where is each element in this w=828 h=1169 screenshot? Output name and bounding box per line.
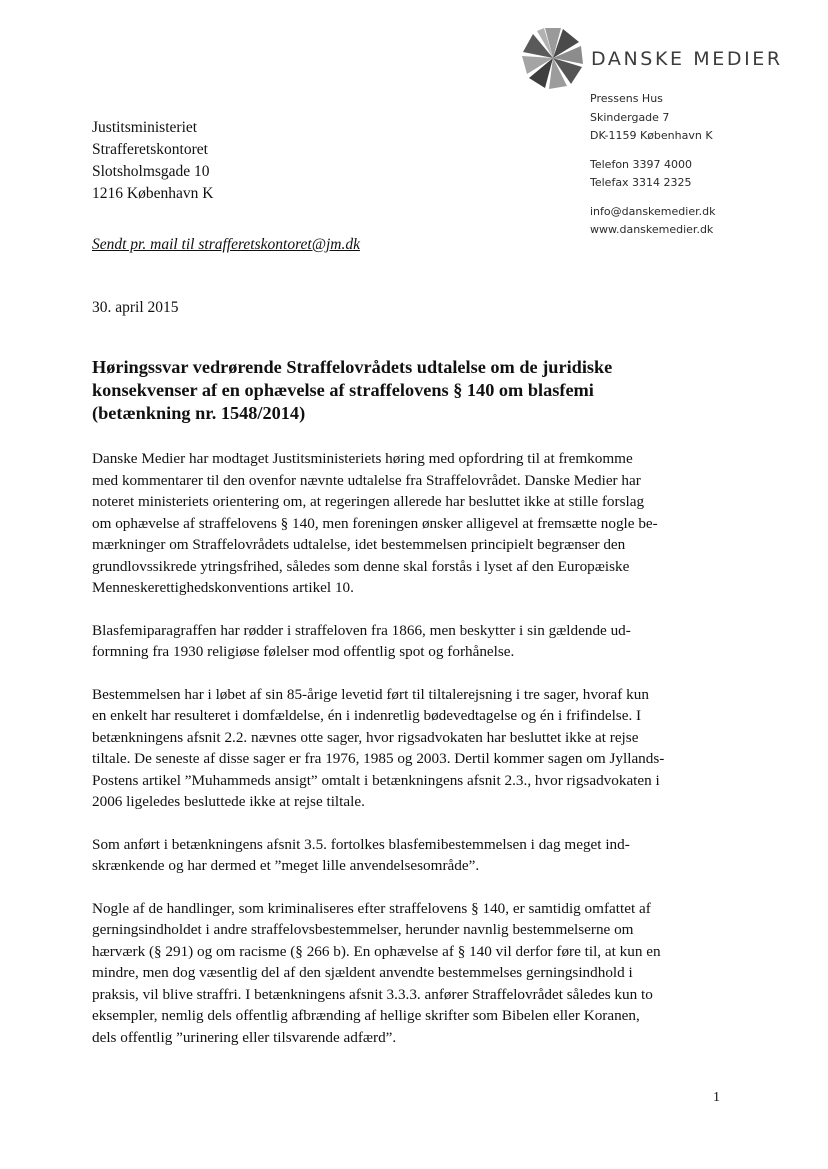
sender-phones [590, 156, 715, 193]
sender-web [590, 203, 715, 240]
text-line: mærkninger om Straffelovrådets udtalelse, idet bestemmelsen principielt begrænser den [92, 536, 626, 553]
danske-medier-logo [521, 26, 801, 90]
text-line: 2006 ligeledes besluttede ikke at rejse tiltale. [92, 793, 365, 810]
email-link[interactable]: info@danskemedier.dk [590, 204, 716, 218]
phone-line: Telefon 3397 4000 [590, 157, 692, 171]
title-line: konsekvenser af en ophævelse af straffelovens § 140 om blasfemi [92, 380, 594, 400]
letter-body [92, 448, 732, 1069]
text-line: skrænkende og har dermed et ”meget lille anvendelsesområde”. [92, 857, 480, 874]
text-line: Danske Medier har modtaget Justitsministeriets høring med opfordring til at fremkomme [92, 450, 633, 467]
text-line: gerningsindholdet i andre straffelovsbestemmelser, herunder navnlig bestemmelserne om [92, 921, 634, 938]
recipient-line: 1216 København K [92, 185, 214, 202]
text-line: med kommentarer til den ovenfor nævnte udtalelse fra Straffelovrådet. Danske Medier har [92, 471, 641, 489]
recipient-line: Strafferetskontoret [92, 141, 208, 158]
text-line: Som anført i betænkningens afsnit 3.5. fortolkes blasfemibestemmelsen i dag meget ind- [92, 835, 630, 853]
address-line: Skindergade 7 [590, 110, 670, 124]
text-line: grundlovssikrede ytringsfrihed, således som denne skal forstås i lyset af den Europæiske [92, 557, 630, 575]
paragraph-1 [92, 448, 732, 599]
paragraph-4 [92, 834, 732, 877]
text-line: praksis, vil blive straffri. I betænkningens afsnit 3.3.3. anfører Straffelovrådet således kun to [92, 985, 653, 1003]
pinwheel-logo-icon [521, 26, 585, 90]
text-line: en enkelt har resulteret i domfældelse, én i indenretlig bødevedtagelse og én i frifindelse. I [92, 707, 642, 724]
text-line: Blasfemiparagraffen har rødder i straffeloven fra 1866, men beskytter i sin gældende ud- [92, 621, 631, 639]
page-number: 1 [713, 1090, 720, 1105]
text-line: hærværk (§ 291) og om racisme (§ 266 b). En ophævelse af § 140 vil derfor føre til, at kun en [92, 942, 661, 960]
text-line: eksempler, nemlig dels offentlig afbrænding af hellige skrifter som Bibelen eller Koranen, [92, 1007, 640, 1024]
text-line: Nogle af de handlinger, som kriminaliseres efter straffelovens § 140, er samtidig omfattet af [92, 899, 651, 917]
recipient-line: Slotsholmsgade 10 [92, 163, 210, 180]
paragraph-2 [92, 620, 732, 663]
paragraph-5 [92, 898, 732, 1049]
address-line: Pressens Hus [590, 92, 663, 105]
text-line: om ophævelse af straffelovens § 140, men foreningen ønsker alligevel at fremsætte nogle be- [92, 514, 658, 532]
letter-date: 30. april 2015 [92, 299, 179, 316]
address-line: DK-1159 København K [590, 129, 713, 142]
sender-address [590, 90, 715, 146]
letter-title [92, 356, 732, 425]
website-link[interactable]: www.danskemedier.dk [590, 223, 714, 236]
sender-contact-block [590, 90, 715, 250]
title-line: (betænkning nr. 1548/2014) [92, 403, 306, 423]
text-line: formning fra 1930 religiøse følelser mod offentlig spot og forhånelse. [92, 643, 515, 660]
text-line: dels offentlig ”urinering eller tilsvarende adfærd”. [92, 1028, 397, 1046]
paragraph-3 [92, 684, 732, 813]
text-line: tiltale. De seneste af disse sager er fra 1976, 1985 og 2003. Dertil kommer sagen om Jyllands- [92, 750, 665, 767]
text-line: Postens artikel ”Muhammeds ansigt” omtalt i betænkningens afsnit 2.3., hvor rigsadvokaten i [92, 771, 660, 789]
text-line: noteret ministeriets orientering om, at regeringen allerede har besluttet ikke at stille forslag [92, 493, 645, 510]
title-line: Høringssvar vedrørende Straffelovrådets udtalelse om de juridiske [92, 357, 613, 377]
recipient-address [92, 117, 213, 205]
text-line: Bestemmelsen har i løbet af sin 85-årige levetid ført til tiltalerejsning i tre sager, hvoraf kun [92, 685, 649, 703]
recipient-line: Justitsministeriet [92, 119, 198, 136]
logo-text: DANSKE MEDIER [591, 48, 783, 70]
fax-line: Telefax 3314 2325 [590, 176, 692, 189]
text-line: mindre, men dog væsentlig del af den sjældent anvendte bestemmelses gerningsindhold i [92, 964, 633, 981]
sent-by-mail-note[interactable]: Sendt pr. mail til strafferetskontoret@jm.dk [92, 236, 360, 253]
text-line: Menneskerettighedskonventions artikel 10. [92, 579, 354, 596]
text-line: betænkningens afsnit 2.2. nævnes otte sager, hvor rigsadvokaten har besluttet ikke at rejse [92, 728, 639, 746]
